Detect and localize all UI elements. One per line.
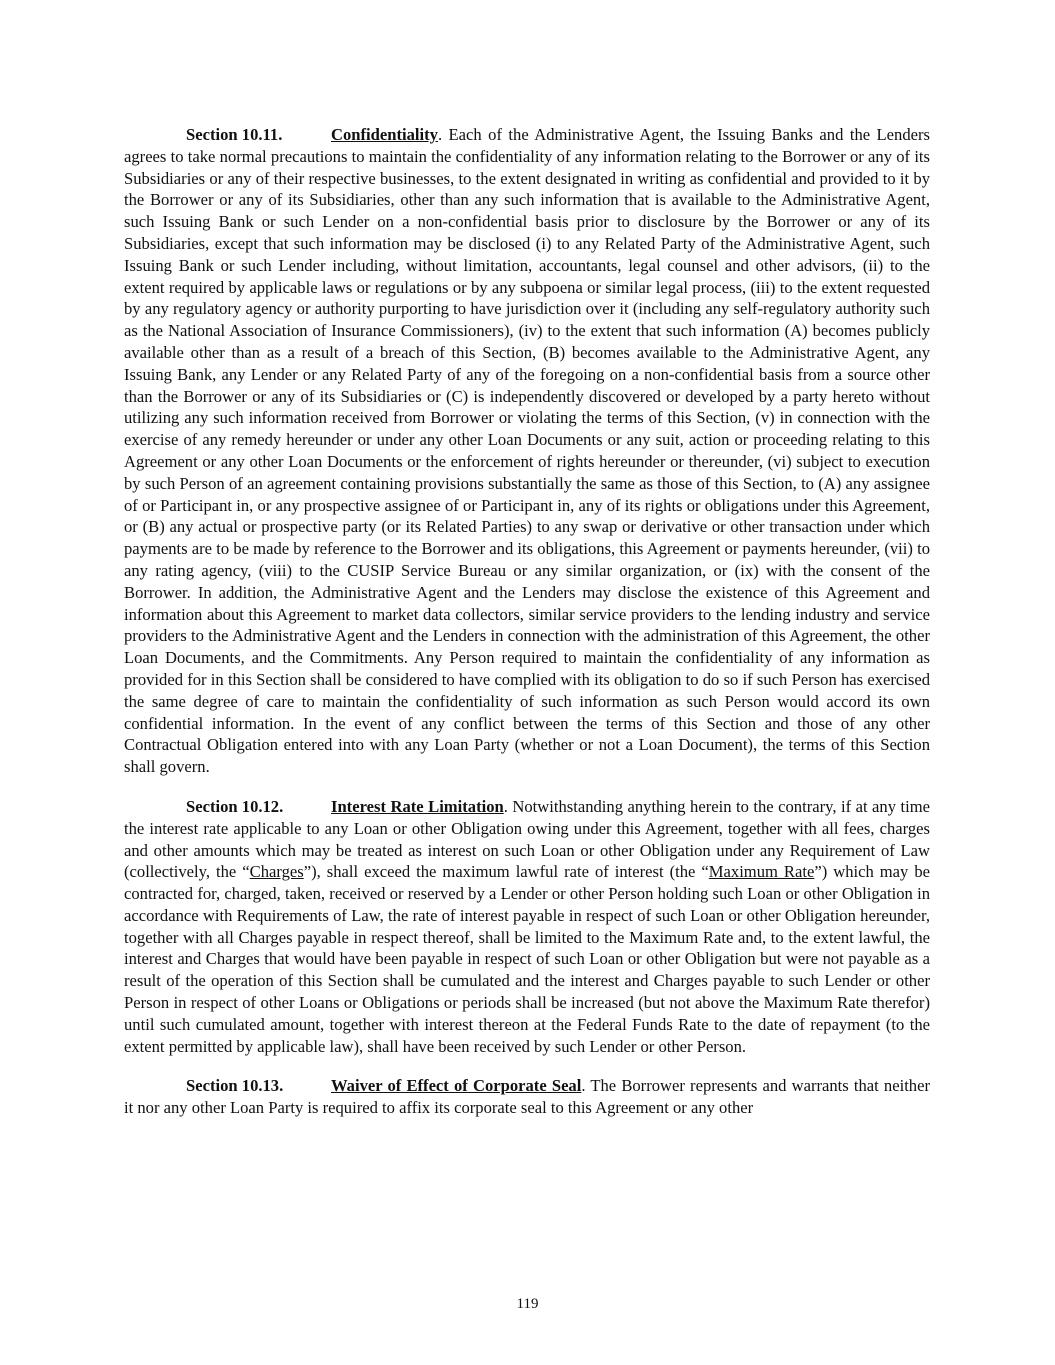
section-title: Confidentiality bbox=[331, 125, 438, 144]
section-title: Waiver of Effect of Corporate Seal bbox=[331, 1076, 582, 1096]
section-body: Each of the Administrative Agent, the Issuing Banks and the Lenders agrees to take normal precautions to maintain the confidentiality of any information relating to the Borrower or any of its Subsidiaries or any of their respective businesses, to the extent designated in writing as confidential and provided to it by the Borrower or any of its Subsidiaries, other than any such information that is available to the Administrative Agent, such Issuing Bank or such Lender on a non-confidential basis prior to disclosure by the Borrower or any of its Subsidiaries, except that such information may be disclosed (i) to any Related Party of the Administrative Agent, such Issuing Bank or such Lender including, without limitation, accountants, legal counsel and other advisors, (ii) to the extent required by applicable laws or regulations or by any subpoena or similar legal process, (iii) to the extent requested by any regulatory agency or authority purporting to have jurisdiction over it (including any self-regulatory authority such as the National Association of Insurance Commissioners), (iv) to the extent that such information (A) becomes publicly available other than as a result of a breach of this Section, (B) becomes available to the Administrative Agent, any Issuing Bank, any Lender or any Related Party of any of the foregoing on a non-confidential basis from a source other than the Borrower or any of its Subsidiaries or (C) is independently discovered or developed by a party hereto without utilizing any such information received from Borrower or violating the terms of this Section, (v) in connection with the exercise of any remedy hereunder or under any other Loan Documents or any suit, action or proceeding relating to this Agreement or any other Loan Documents or the enforcement of rights hereunder or thereunder, (vi) subject to execution by such Person of an agreement containing provisions substantially the same as those of this Section, to (A) any assignee of or Participant in, or any prospective assignee of or Participant in, any of its rights or obligations under this Agreement, or (B) any actual or prospective party (or its Related Parties) to any swap or derivative or other transaction under which payments are to be made by reference to the Borrower and its obligations, this Agreement or payments hereunder, (vii) to any rating agency, (viii) to the CUSIP Service Bureau or any similar organization, or (ix) with the consent of the Borrower. In addition, the Administrative Agent and the Lenders may disclose the existence of this Agreement and information about this Agreement to market data collectors, similar service providers to the lending industry and service providers to the Administrative Agent and the Lenders in connection with the administration of this Agreement, the other Loan Documents, and the Commitments. Any Person required to maintain the confidentiality of any information as provided for in this Section shall be considered to have complied with its obligation to do so if such Person has exercised the same degree of care to maintain the confidentiality of such information as such Person would accord its own confidential information. In the event of any conflict between the terms of this Section and those of any other Contractual Obligation entered into with any Loan Party (whether or not a Loan Document), the terms of this Section shall govern. bbox=[124, 125, 930, 777]
defined-term: Maximum Rate bbox=[708, 862, 815, 882]
page-number: 119 bbox=[516, 1296, 539, 1312]
section-number: Section 10.13. bbox=[186, 1076, 284, 1096]
section-body: The Borrower represents and warrants that neither it nor any other Loan Party is required to affix its corporate seal to this Agreement or any other bbox=[124, 1076, 930, 1118]
section-number: Section 10.12. bbox=[186, 796, 284, 816]
section-number: Section 10.11. bbox=[186, 125, 283, 144]
defined-term: Charges bbox=[249, 862, 304, 882]
section-title: Interest Rate Limitation bbox=[331, 796, 504, 816]
title-punctuation: . bbox=[581, 1076, 591, 1096]
section-10-11-paragraph bbox=[124, 124, 930, 778]
section-10-12-paragraph bbox=[124, 796, 930, 1058]
section-10-13-paragraph bbox=[124, 1075, 930, 1119]
title-punctuation: . bbox=[437, 125, 449, 144]
title-punctuation: . bbox=[503, 796, 513, 816]
section-body-part: ”), shall exceed the maximum lawful rate of interest (the “ bbox=[303, 862, 709, 882]
document-page bbox=[124, 124, 930, 1137]
section-body-part: ”) which may be contracted for, charged, taken, received or reserved by a Lender or other Person holding such Loan or other Obligation in accordance with Requirements of Law, the rate of interest payable in respect of such Loan or other Obligation hereunder, together with all Charges payable in respect thereof, shall be limited to the Maximum Rate and, to the extent lawful, the interest and Charges that would have been payable in respect of such Loan or other Obligation but were not payable as a result of the operation of this Section shall be cumulated and the interest and Charges payable to such Lender or other Person in respect of other Loans or Obligations or periods shall be increased (but not above the Maximum Rate therefor) until such cumulated amount, together with interest thereon at the Federal Funds Rate to the date of repayment (to the extent permitted by applicable law), shall have been received by such Lender or other Person. bbox=[124, 862, 930, 1056]
section-body-part: Notwithstanding anything herein to the contrary, if at any time the interest rate applicable to any Loan or other Obligation owing under this Agreement, together with all fees, charges and other amounts which may be treated as interest on such Loan or other Obligation under any Requirement of Law (collectively, the “ bbox=[124, 796, 930, 882]
